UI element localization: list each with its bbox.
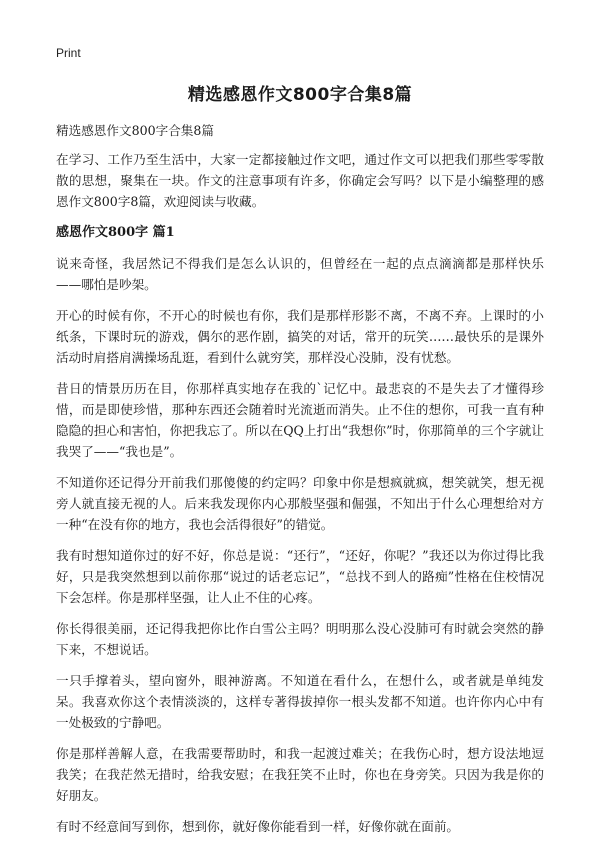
article-body	[56, 120, 544, 847]
page-title: 精选感恩作文800字合集8篇	[187, 85, 413, 105]
print-link[interactable]: Print	[56, 46, 81, 60]
paragraph-6: 你长得很美丽，还记得我把你比作白雪公主吗？明明那么没心没肺可有时就会突然的静下来，不想说话。	[56, 621, 544, 657]
paragraph-8: 你是那样善解人意，在我需要帮助时，和我一起渡过难关；在我伤心时，想方设法地逗我笑；在我茫然无措时，给我安慰；在我狂笑不止时，你也在身旁笑。只因为我是你的好朋友。	[56, 746, 544, 803]
paragraph-2: 开心的时候有你，不开心的时候也有你，我们是那样形影不离，不离不弃。上课时的小纸条，下课时玩的游戏，偶尔的恶作剧，搞笑的对话，常开的玩笑……最快乐的是课外活动时肩搭肩满操场乱逛，看到什么就穷笑，那样没心没肺，没有忧愁。	[56, 308, 544, 365]
intro-paragraph: 在学习、工作乃至生活中，大家一定都接触过作文吧，通过作文可以把我们那些零零散散的思想，聚集在一块。作文的注意事项有许多，你确定会写吗？以下是小编整理的感恩作文800字8篇，欢迎阅读与收藏。	[56, 152, 544, 209]
paragraph-5: 我有时想知道你过的好不好，你总是说：“还行”，“还好，你呢？”我还以为你过得比我好，只是我突然想到以前你那“说过的话老忘记”，“总找不到人的路痴”性格在住校情况下会怎样。你是那样坚强，让人止不住的心疼。	[56, 548, 544, 605]
section-heading: 感恩作文800字 篇1	[56, 225, 175, 240]
paragraph-4: 不知道你还记得分开前我们那傻傻的约定吗？印象中你是想疯就疯，想笑就笑，想无视旁人就直接无视的人。后来我发现你内心那般坚强和倔强，不知出于什么心理想给对方一种“在没有你的地方，我也会活得很好”的错觉。	[56, 475, 544, 532]
paragraph-9: 有时不经意间写到你，想到你，就好像你能看到一样，好像你就在面前。	[56, 819, 459, 834]
paragraph-1: 说来奇怪，我居然记不得我们是怎么认识的，但曾经在一起的点点滴滴都是那样快乐——哪怕是吵架。	[56, 256, 544, 292]
paragraph-3: 昔日的情景历历在目，你那样真实地存在我的`记忆中。最悲哀的不是失去了才懂得珍惜，而是即使珍惜，那种东西还会随着时光流逝而消失。止不住的想你，可我一直有种隐隐的担心和害怕，你把我忘了。所以在QQ上打出“我想你”时，你那简单的三个字就让我哭了——“我也是”。	[56, 381, 544, 459]
paragraph-7: 一只手撑着头，望向窗外，眼神游离。不知道在看什么，在想什么，或者就是单纯发呆。我喜欢你这个表情淡淡的，这样专著得拔掉你一根头发都不知道。也许你内心中有一处极致的宁静吧。	[56, 673, 544, 730]
article-subtitle: 精选感恩作文800字合集8篇	[56, 123, 214, 138]
